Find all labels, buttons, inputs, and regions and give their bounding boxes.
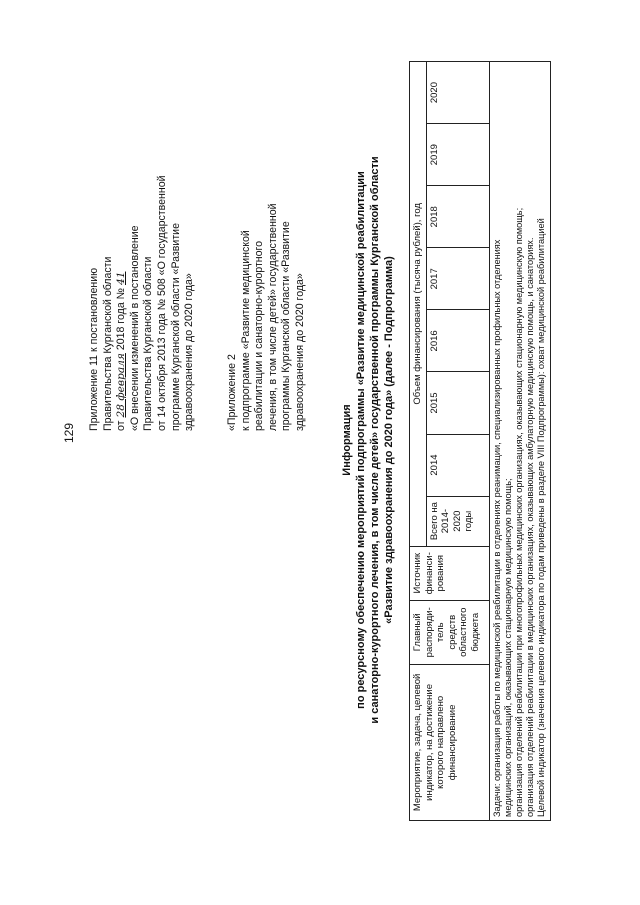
appendix-line: Приложение 11 к постановлению — [88, 267, 100, 431]
table-row-tasks — [489, 62, 550, 821]
title-line: и санаторно-курортного лечения, в том числе детей» государственной программы Курганской области — [369, 156, 381, 724]
col-header-volume: Объем финансирования (тысяча рублей), год — [410, 62, 427, 547]
col-header-year: 2014 — [426, 434, 489, 496]
appendix-line: программе Курганской области «Развитие — [169, 223, 182, 431]
appendix-line: Правительства Курганской области — [142, 256, 155, 431]
col-header-year: 2020 — [426, 62, 489, 124]
tasks-line: организация отделений реабилитации в медицинских организациях, оказывающих амбулаторную медицинскую помощь, и санаториях. — [525, 237, 536, 817]
col-header-manager: Главный распоряди-тель средств областного бюджета — [410, 600, 490, 664]
col-header-year: 2018 — [426, 186, 489, 248]
tasks-line: медицинских организаций, оказывающих стационарную медицинскую помощь; — [502, 478, 513, 817]
page-number: 129 — [62, 422, 76, 443]
appendix2-line: реабилитации и санаторно-курортного — [253, 240, 266, 431]
appendix2-line: к подпрограмме «Развитие медицинской — [239, 230, 252, 431]
appendix-line: «О внесении изменений в постановление — [128, 225, 141, 431]
handwritten-date: 28 февраля — [115, 353, 128, 418]
col-header-year: 2016 — [426, 310, 489, 372]
appendix2-line: лечения, в том числе детей» государственной — [266, 203, 279, 431]
tasks-line: Задачи: организация работы по медицинской реабилитации в отделениях реанимации, специализированных профильных отделениях — [491, 239, 502, 817]
appendix-date-line: от 28 февраля 2018 года № 41 — [115, 271, 128, 431]
col-header-year: 2017 — [426, 248, 489, 310]
appendix-header — [88, 175, 197, 431]
title-line: по ресурсному обеспечению мероприятий подпрограммы «Развитие медицинской реабилитации — [355, 171, 367, 709]
tasks-cell — [489, 62, 550, 821]
appendix2-line: «Приложение 2 — [226, 354, 238, 431]
appendix2-line: программы Курганской области «Развитие — [280, 221, 293, 431]
appendix-line: Правительства Курганской области — [101, 256, 114, 431]
col-header-year: 2019 — [426, 124, 489, 186]
document-title — [340, 135, 396, 745]
appendix-line: здравоохранения до 2020 года» — [183, 273, 196, 431]
appendix2-header — [226, 203, 308, 431]
tasks-line: организация отделений реабилитации при многопрофильных медицинских организациях, оказывающих стационарную медицинскую помощь; — [513, 207, 524, 817]
col-header-total: Всего на 2014-2020 годы — [426, 496, 489, 546]
appendix-line: от 14 октября 2013 года № 508 «О государственной — [155, 175, 168, 431]
col-header-source: Источник финанси-рования — [410, 546, 490, 600]
table-header-row — [410, 62, 427, 821]
title-line: «Развитие здравоохранения до 2020 года» (далее - Подпрограмма) — [383, 256, 395, 624]
appendix2-line: здравоохранения до 2020 года» — [293, 273, 306, 431]
handwritten-number: 41 — [115, 271, 128, 286]
col-header-event: Мероприятие, задача, целевой индикатор, на достижение которого направлено финансирование — [410, 664, 490, 820]
title-line: Информация — [341, 404, 353, 476]
col-header-year: 2015 — [426, 372, 489, 434]
financing-table — [409, 61, 551, 821]
tasks-line: Целевой индикатор (значения целевого индикатора по годам приведены в разделе VIII Подпрограммы): охват медицинской реабилитацией — [536, 218, 547, 817]
